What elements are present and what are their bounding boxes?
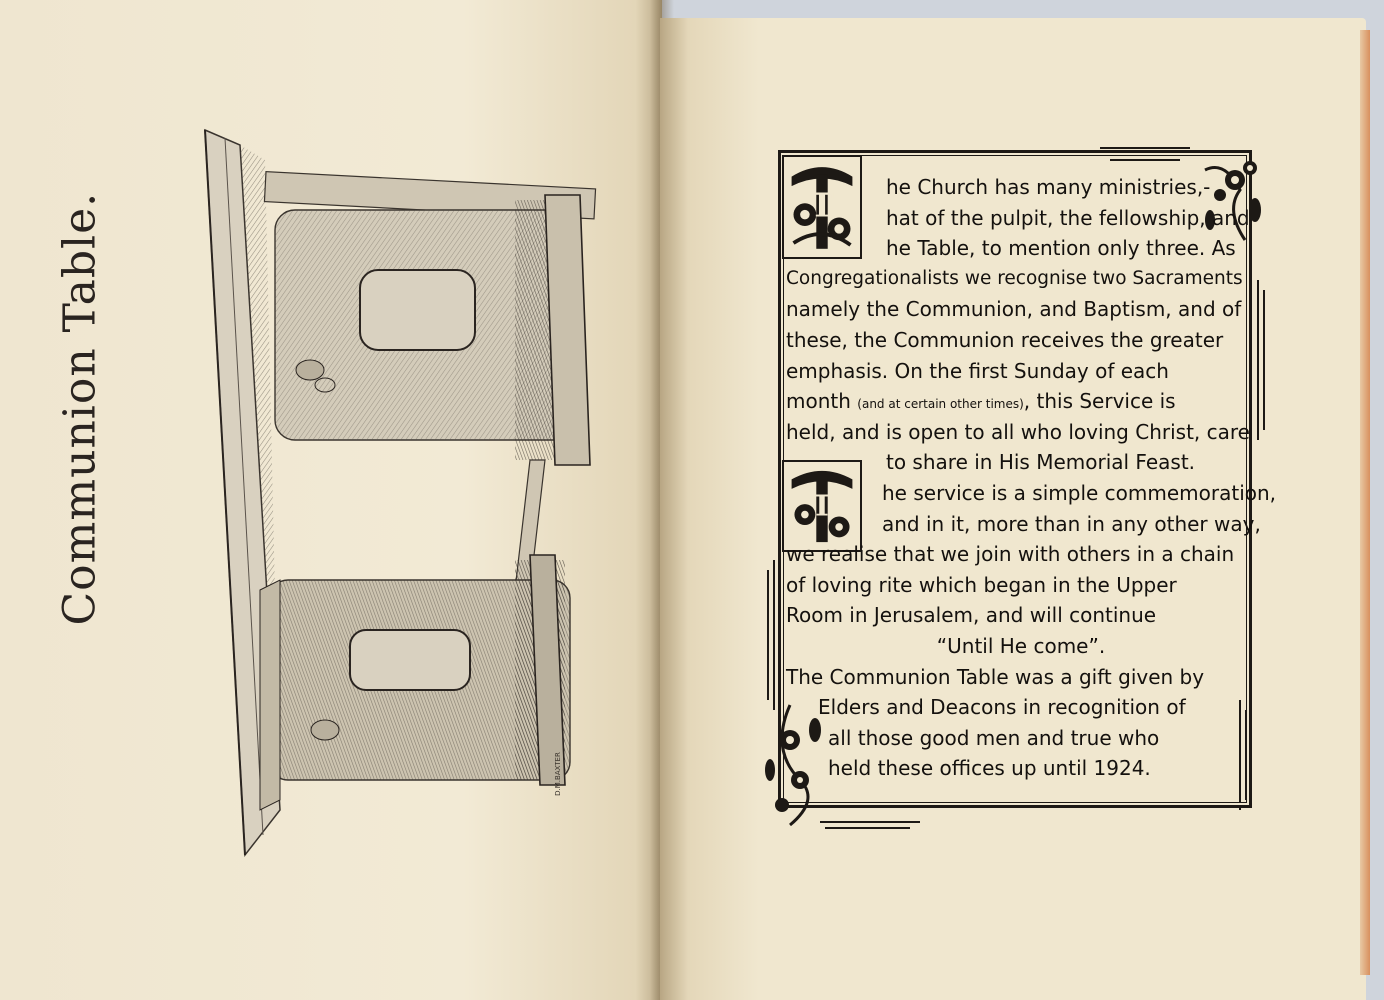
communion-table-drawing — [185, 120, 605, 860]
text-line: hat of the pulpit, the fellowship, and — [886, 205, 1250, 230]
text-fragment: , this Service is — [1023, 389, 1176, 414]
page-text — [786, 172, 1277, 784]
text-line: all those good men and true who — [828, 725, 1160, 750]
text-line: and in it, more than in any other way, — [882, 511, 1261, 536]
artist-signature — [548, 740, 562, 820]
text-line: “Until He come”. — [936, 633, 1106, 658]
text-line: emphasis. On the first Sunday of each — [786, 358, 1169, 383]
text-line: Elders and Deacons in recognition of — [818, 695, 1186, 720]
text-fragment: month — [786, 389, 851, 414]
text-line: of loving rite which began in the Upper — [786, 572, 1177, 597]
text-line: The Communion Table was a gift given by — [786, 664, 1205, 689]
parenthetical-note: (and at certain other times) — [857, 397, 1024, 412]
plate-title-area — [40, 191, 120, 650]
text-line: held, and is open to all who loving Christ, care — [786, 419, 1250, 444]
text-line: he Table, to mention only three. As — [886, 236, 1236, 261]
text-line: we realise that we join with others in a chain — [786, 542, 1235, 567]
left-page — [0, 0, 662, 1000]
text-line: held these offices up until 1924. — [828, 756, 1151, 781]
text-line: he service is a simple commemoration, — [882, 480, 1277, 505]
artist-signature-text: D.M.BAXTER — [554, 752, 562, 796]
text-line: Congregationalists we recognise two Sacraments — [786, 267, 1243, 289]
text-line: namely the Communion, and Baptism, and of — [786, 297, 1242, 322]
page-edge — [1360, 30, 1370, 975]
text-line — [786, 386, 1256, 417]
svg-text:T: T — [809, 186, 835, 225]
svg-text:T: T — [811, 488, 833, 523]
text-line: to share in His Memorial Feast. — [886, 450, 1196, 475]
text-line: Room in Jerusalem, and will continue — [786, 603, 1157, 628]
text-line: these, the Communion receives the greater — [786, 327, 1224, 352]
text-line: he Church has many ministries,- — [886, 175, 1211, 199]
plate-title: Communion Table. — [54, 191, 106, 626]
